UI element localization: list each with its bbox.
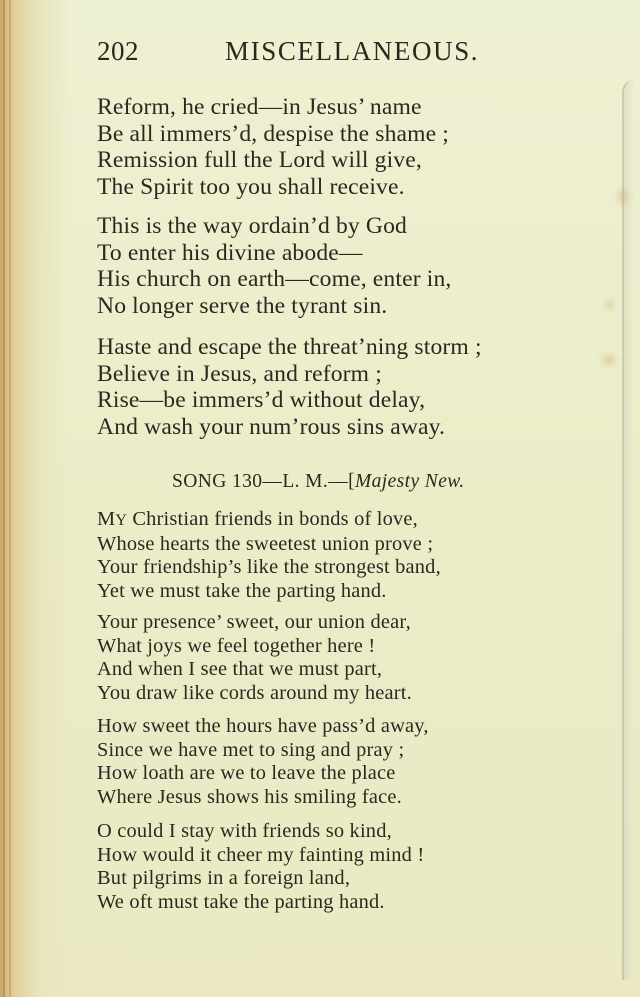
verse-line: No longer serve the tyrant sin.: [97, 292, 388, 319]
foxing-stain: [602, 355, 616, 365]
spine-line: [9, 0, 11, 997]
page-header: [97, 36, 492, 70]
verse-line: Believe in Jesus, and reform ;: [97, 360, 382, 387]
verse-line: How would it cheer my fainting mind !: [97, 843, 425, 866]
spine-line: [3, 0, 5, 997]
page-number: 202: [97, 36, 139, 66]
verse-line: Whose hearts the sweetest union prove ;: [97, 532, 434, 555]
running-head: MISCELLANEOUS.: [225, 36, 480, 66]
stanza: [97, 213, 451, 319]
verse-line: [97, 508, 441, 533]
stanza: [97, 611, 412, 705]
verse-line: The Spirit too you shall receive.: [97, 173, 405, 200]
verse-line: Since we have met to sing and pray ;: [97, 738, 405, 761]
song-heading: [172, 471, 465, 493]
verse-line: Rise—be immers’d without delay,: [97, 387, 426, 413]
verse-line: To enter his divine abode—: [97, 239, 363, 266]
foxing-stain: [606, 300, 614, 310]
stanza: [97, 820, 424, 914]
verse-line: And wash your num’rous sins away.: [97, 413, 446, 440]
verse-text: Christian friends in bonds of love,: [127, 508, 418, 530]
verse-line: We oft must take the parting hand.: [97, 890, 385, 913]
stanza: [97, 334, 482, 440]
verse-line: Your friendship’s like the strongest band,: [97, 556, 441, 579]
verse-line: Remission full the Lord will give,: [97, 147, 422, 173]
small-caps: Y: [115, 512, 128, 529]
song-number-meter: SONG 130—L. M.—[: [172, 471, 355, 492]
verse-line: This is the way ordain’d by God: [97, 213, 408, 239]
verse-line: But pilgrims in a foreign land,: [97, 867, 351, 890]
verse-line: Haste and escape the threat’ning storm ;: [97, 334, 482, 360]
verse-line: Where Jesus shows his smiling face.: [97, 785, 402, 808]
foxing-stain: [618, 190, 628, 204]
stanza: [97, 715, 429, 809]
verse-line: Be all immers’d, despise the shame ;: [97, 120, 450, 147]
verse-line: O could I stay with friends so kind,: [97, 820, 392, 842]
tune-name: Majesty New.: [355, 471, 465, 492]
verse-line: Reform, he cried—in Jesus’ name: [97, 94, 422, 120]
verse-line: How sweet the hours have pass’d away,: [97, 715, 429, 737]
stanza: [97, 508, 441, 603]
stanza: [97, 94, 449, 200]
verse-line: What joys we feel together here !: [97, 634, 376, 657]
verse-line: His church on earth—come, enter in,: [97, 266, 452, 292]
drop-initial: M: [97, 508, 116, 530]
verse-line: You draw like cords around my heart.: [97, 681, 412, 704]
verse-line: Your presence’ sweet, our union dear,: [97, 611, 411, 633]
verse-line: How loath are we to leave the place: [97, 762, 396, 785]
page-edge-curl: [622, 80, 634, 980]
verse-line: And when I see that we must part,: [97, 658, 383, 681]
verse-line: Yet we must take the parting hand.: [97, 579, 387, 602]
